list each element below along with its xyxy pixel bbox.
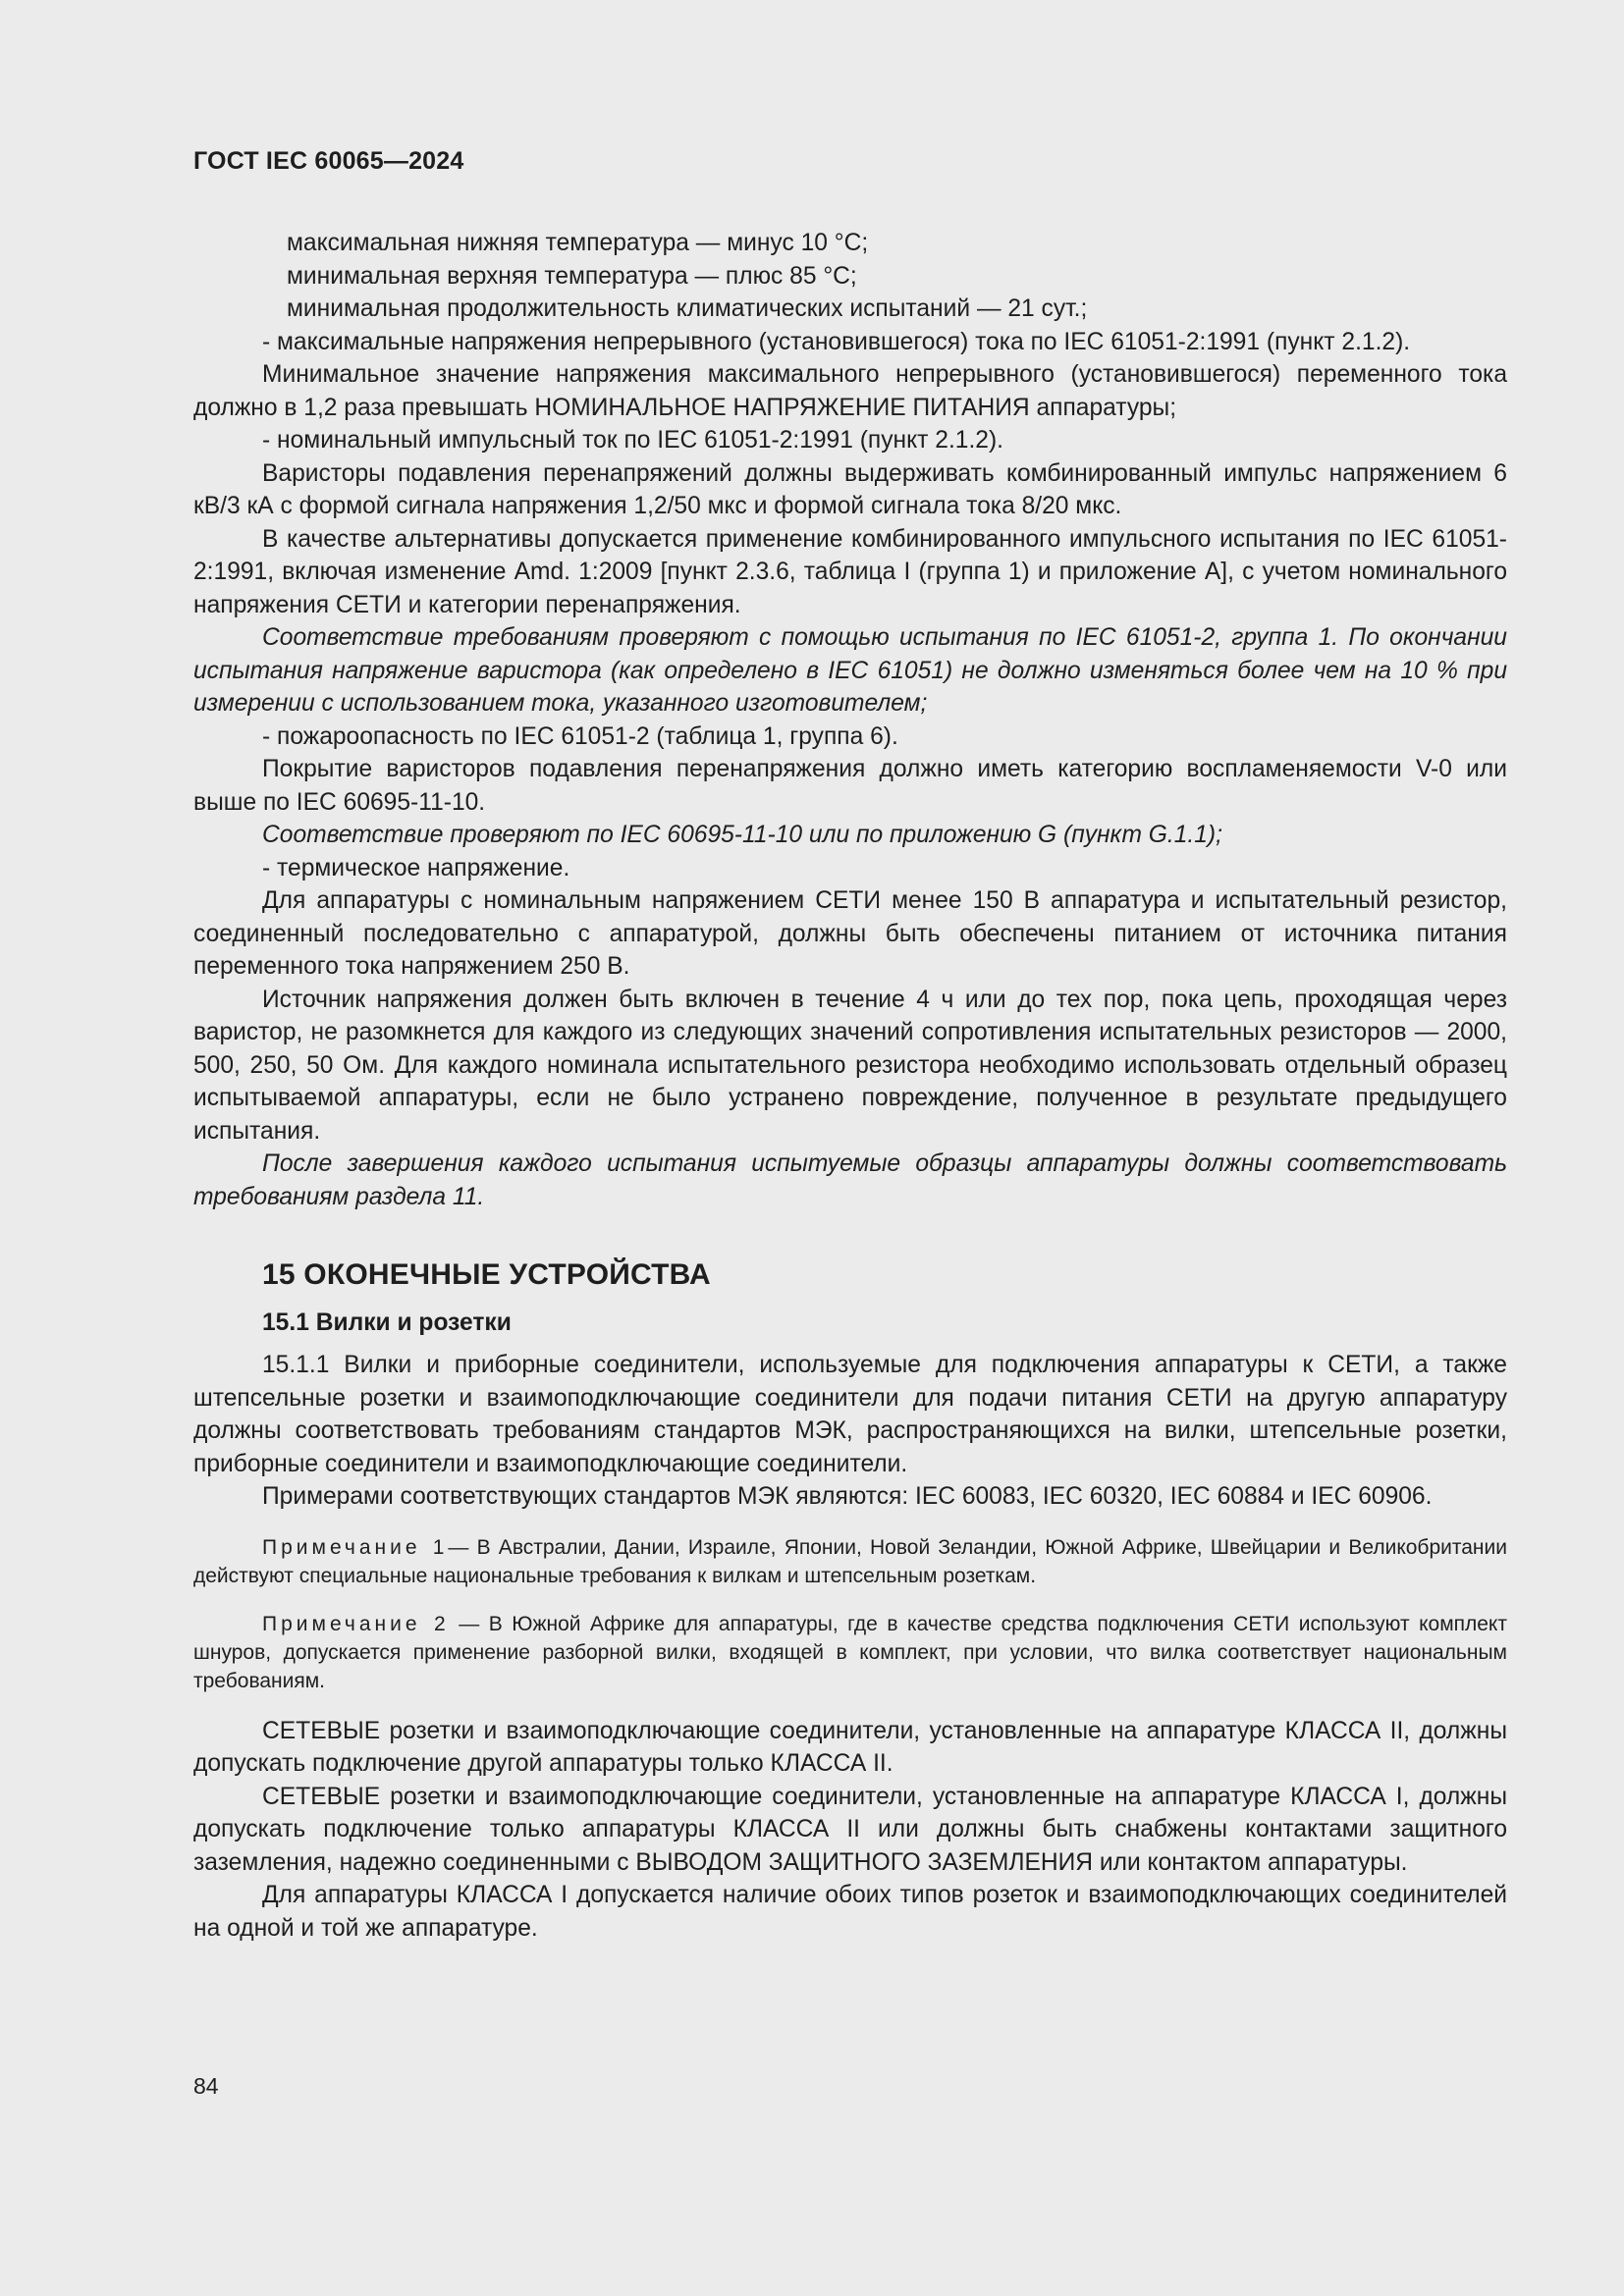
compliance-statement: После завершения каждого испытания испытуемые образцы аппаратуры должны соответствовать требованиям раздела 11. [193, 1150, 1507, 1210]
paragraph: минимальная продолжительность климатических испытаний — 21 сут.; [287, 295, 1088, 322]
list-item: - максимальные напряжения непрерывного (установившегося) тока по IEC 61051-2:1991 (пункт 2.1.2). [262, 328, 1411, 355]
paragraph: Минимальное значение напряжения максимального непрерывного (установившегося) переменного тока должно в 1,2 раза превышать НОМИНАЛЬНОЕ НАПРЯЖЕНИЕ ПИТАНИЯ аппаратуры; [193, 361, 1507, 421]
note-text: — В Южной Африке для аппаратуры, где в качестве средства подключения СЕТИ используют комплект шнуров, допускается применение разборной вилки, входящей в комплект, при условии, что вилка соответствует национальным требованиям. [193, 1612, 1507, 1692]
document-header: ГОСТ IEC 60065—2024 [193, 147, 464, 175]
paragraph: Варисторы подавления перенапряжений должны выдерживать комбинированный импульс напряжением 6 кВ/3 кА с формой сигнала напряжения 1,2/50 мкс и формой сигнала тока 8/20 мкс. [193, 459, 1507, 519]
note-2 [193, 1610, 1507, 1695]
paragraph: минимальная верхняя температура — плюс 85 °С; [287, 262, 857, 290]
paragraph: Для аппаратуры с номинальным напряжением СЕТИ менее 150 В аппаратура и испытательный резистор, соединенный последовательно с аппаратурой, должны быть обеспечены питанием от источника питания переменного тока напряжением 250 В. [193, 887, 1507, 980]
document-page [193, 147, 1507, 1945]
subsection-title: 15.1 Вилки и розетки [262, 1309, 512, 1336]
note-label: Примечание 1 [262, 1535, 449, 1559]
paragraph: Источник напряжения должен быть включен в течение 4 ч или до тех пор, пока цепь, проходящая через варистор, не разомкнется для каждого из следующих значений сопротивления испытательных резисторов — 2000, 500, 250, 50 Ом. Для каждого номинала испытательного резистора необходимо использовать отдельный образец испытываемой аппаратуры, если не было устранено повреждение, полученное в результате предыдущего испытания. [193, 986, 1507, 1145]
paragraph: Примерами соответствующих стандартов МЭК являются: IEC 60083, IEC 60320, IEC 60884 и IEC 60906. [262, 1483, 1433, 1510]
paragraph: СЕТЕВЫЕ розетки и взаимоподключающие соединители, установленные на аппаратуре КЛАССА I, должны допускать подключение только аппаратуры КЛАССА II или должны быть снабжены контактами защитного заземления, надежно соединенными с ВЫВОДОМ ЗАЩИТНОГО ЗАЗЕМЛЕНИЯ или контактом аппаратуры. [193, 1783, 1507, 1876]
compliance-statement: Соответствие требованиям проверяют с помощью испытания по IEC 61051-2, группа 1. По окончании испытания напряжение варистора (как определено в IEC 61051) не должно изменяться более чем на 10 % при измерении с использованием тока, указанного изготовителем; [193, 624, 1507, 717]
section-title: 15 ОКОНЕЧНЫЕ УСТРОЙСТВА [262, 1258, 711, 1291]
paragraph: Для аппаратуры КЛАССА I допускается наличие обоих типов розеток и взаимоподключающих соединителей на одной и той же аппаратуре. [193, 1882, 1507, 1942]
note-1 [193, 1533, 1507, 1590]
list-item: - пожароопасность по IEC 61051-2 (таблица 1, группа 6). [262, 722, 898, 750]
paragraph: СЕТЕВЫЕ розетки и взаимоподключающие соединители, установленные на аппаратуре КЛАССА II, должны допускать подключение другой аппаратуры только КЛАССА II. [193, 1717, 1507, 1777]
list-item: - термическое напряжение. [262, 854, 570, 881]
note-label: Примечание 2 [262, 1612, 450, 1635]
compliance-statement: Соответствие проверяют по IEC 60695-11-10 или по приложению G (пункт G.1.1); [262, 822, 1222, 848]
page-number: 84 [193, 2073, 219, 2099]
list-item: - номинальный импульсный ток по IEC 61051-2:1991 (пункт 2.1.2). [262, 427, 1003, 454]
paragraph: В качестве альтернативы допускается применение комбинированного импульсного испытания по IEC 61051-2:1991, включая изменение Amd. 1:2009 [пункт 2.3.6, таблица I (группа 1) и приложение А], с учетом номинального напряжения СЕТИ и категории перенапряжения. [193, 525, 1507, 618]
note-text: — В Австралии, Дании, Израиле, Японии, Новой Зеландии, Южной Африке, Швейцарии и Великобритании действуют специальные национальные требования к вилкам и штепсельным розеткам. [193, 1535, 1507, 1587]
paragraph: Покрытие варисторов подавления перенапряжения должно иметь категорию воспламеняемости V-0 или выше по IEC 60695-11-10. [193, 756, 1507, 816]
paragraph: максимальная нижняя температура — минус 10 °С; [287, 230, 869, 256]
paragraph: 15.1.1 Вилки и приборные соединители, используемые для подключения аппаратуры к СЕТИ, а также штепсельные розетки и взаимоподключающие соединители для подачи питания СЕТИ на другую аппаратуру должны соответствовать требованиям стандартов МЭК, распространяющихся на вилки, штепсельные розетки, приборные соединители и взаимоподключающие соединители. [193, 1352, 1507, 1477]
